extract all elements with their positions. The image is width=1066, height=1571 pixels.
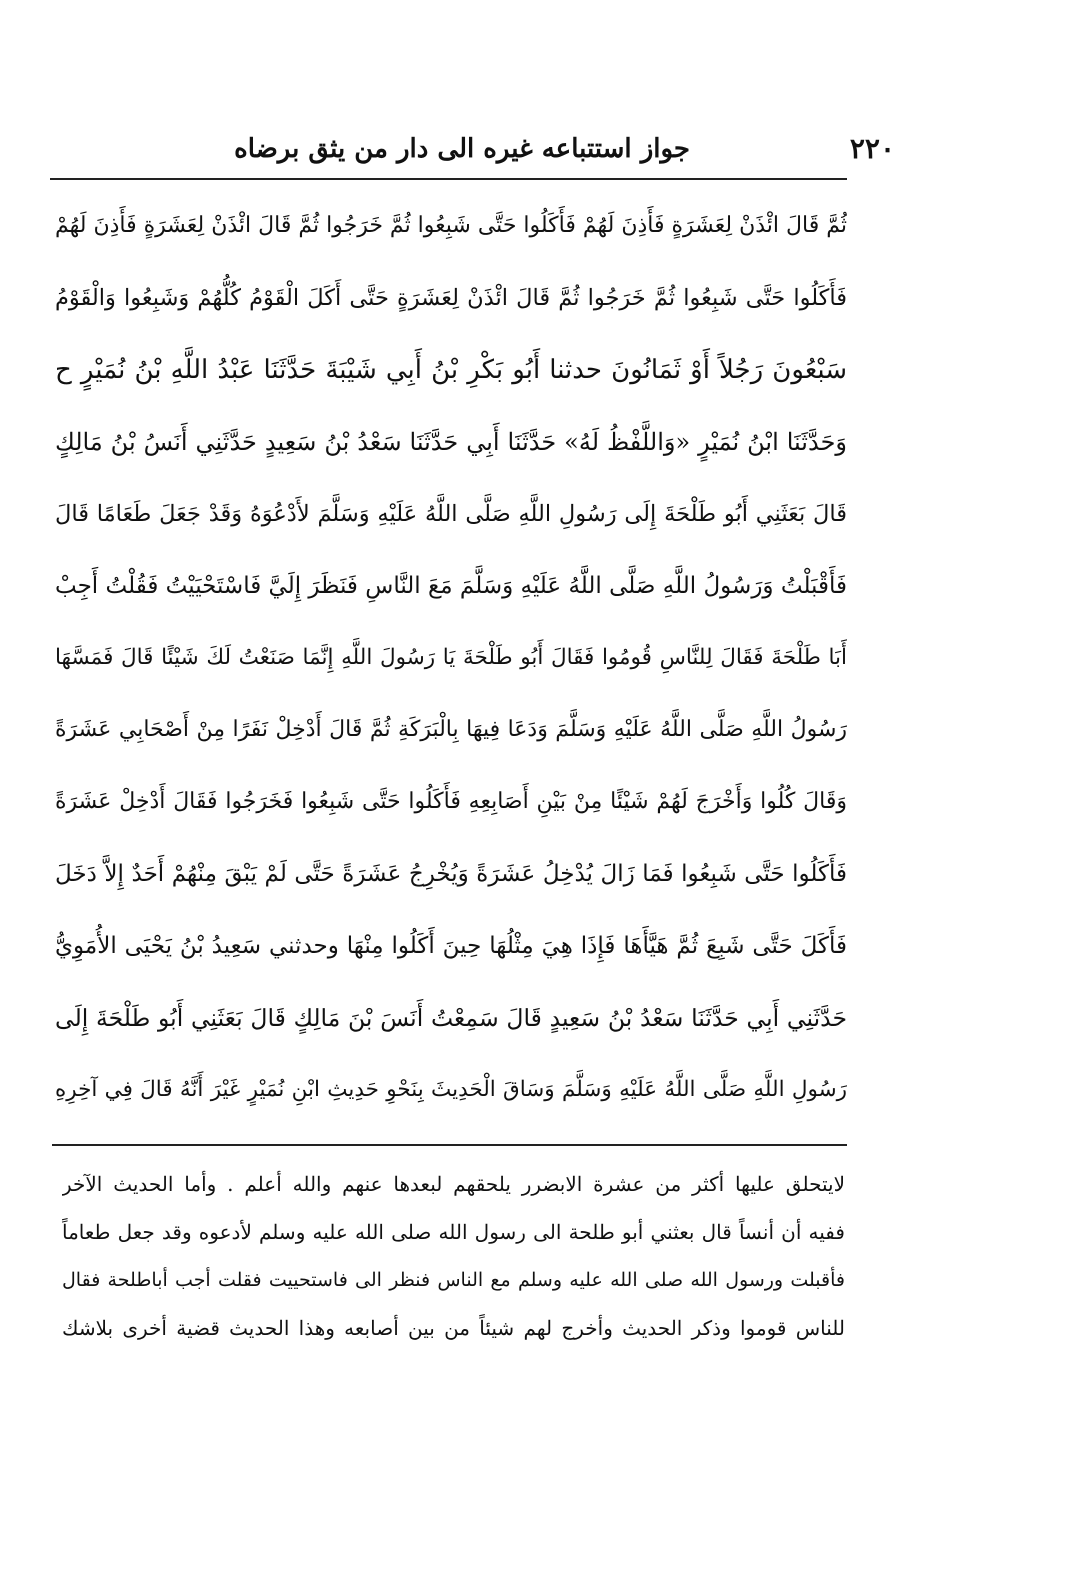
main-line: رَسُولُ اللَّهِ صَلَّى اللَّهُ عَلَيْهِ وَسَلَّمَ وَدَعَا فِيهَا بِالْبَرَكَةِ ثُمَّ قَالَ أَدْخِلْ نَفَرًا مِنْ أَصْحَابِي عَشَرَةً xyxy=(55,717,847,742)
main-line: وَقَالَ كُلُوا وَأَخْرَجَ لَهُمْ شَيْئًا مِنْ بَيْنِ أَصَابِعِهِ فَأَكَلُوا حَتَّى شَبِعُوا فَخَرَجُوا فَقَالَ أَدْخِلْ عَشَرَةً xyxy=(55,789,847,814)
main-line: فَأَكَلُوا حَتَّى شَبِعُوا فَمَا زَالَ يُدْخِلُ عَشَرَةً وَيُخْرِجُ عَشَرَةً حَتَّى لَمْ يَبْقَ مِنْهُمْ أَحَدٌ إِلاَّ دَخَلَ xyxy=(55,861,847,887)
main-line: فَأَكَلَ حَتَّى شَبِعَ ثُمَّ هَيَّأَهَا فَإِذَا هِيَ مِثْلُهَا حِينَ أَكَلُوا مِنْهَا وحدثني سَعِيدُ بْنُ يَحْيَى الأُمَوِيُّ xyxy=(55,933,847,959)
page-header xyxy=(150,128,895,176)
main-text xyxy=(55,190,847,1126)
main-line: سَبْعُونَ رَجُلاً أَوْ ثَمَانُونَ حدثنا أَبُو بَكْرِ بْنُ أَبِي شَيْبَةَ حَدَّثَنَا عَبْدُ اللَّهِ بْنُ نُمَيْرٍ ح xyxy=(55,355,847,385)
main-line: ثُمَّ قَالَ ائْذَنْ لِعَشَرَةٍ فَأَذِنَ لَهُمْ فَأَكَلُوا حَتَّى شَبِعُوا ثُمَّ خَرَجُوا ثُمَّ قَالَ ائْذَنْ لِعَشَرَةٍ فَأَذِنَ لَهُمْ xyxy=(55,213,847,238)
main-line: رَسُولِ اللَّهِ صَلَّى اللَّهُ عَلَيْهِ وَسَلَّمَ وَسَاقَ الْحَدِيثَ بِنَحْوِ حَدِيثِ ابْنِ نُمَيْرٍ غَيْرَ أَنَّهُ قَالَ فِي آخِرِهِ xyxy=(55,1077,847,1102)
footnote-rule xyxy=(64,1144,847,1146)
main-line: قَالَ بَعَثَنِي أَبُو طَلْحَةَ إِلَى رَسُولِ اللَّهِ صَلَّى اللَّهُ عَلَيْهِ وَسَلَّمَ لأَدْعُوَهُ وَقَدْ جَعَلَ طَعَامًا قَالَ xyxy=(55,501,847,527)
footnote-line: ففيه أن أنساً قال بعثني أبو طلحة الى رسول الله صلى الله عليه وسلم لأدعوه وقد جعل طعاماً xyxy=(62,1220,845,1244)
main-line: فَأَقْبَلْتُ وَرَسُولُ اللَّهِ صَلَّى اللَّهُ عَلَيْهِ وَسَلَّمَ مَعَ النَّاسِ فَنَظَرَ إِلَيَّ فَاسْتَحْيَيْتُ فَقُلْتُ أَجِبْ xyxy=(55,573,847,599)
footnote-line: لايتحلق عليها أكثر من عشرة الابضرر يلحقهم لبعدها عنهم والله أعلم . وأما الحديث الآخر xyxy=(62,1172,845,1196)
header-rule xyxy=(50,178,847,180)
main-line: وَحَدَّثَنَا ابْنُ نُمَيْرٍ «وَاللَّفْظُ لَهُ» حَدَّثَنَا أَبِي حَدَّثَنَا سَعْدُ بْنُ سَعِيدٍ حَدَّثَنِي أَنَسُ بْنُ مَالِكٍ xyxy=(55,428,847,456)
page-number: ٢٢٠ xyxy=(849,132,895,165)
main-line: حَدَّثَنِي أَبِي حَدَّثَنَا سَعْدُ بْنُ سَعِيدٍ قَالَ سَمِعْتُ أَنَسَ بْنَ مَالِكٍ قَالَ بَعَثَنِي أَبُو طَلْحَةَ إِلَى xyxy=(55,1004,847,1032)
main-line: أَبَا طَلْحَةَ فَقَالَ لِلنَّاسِ قُومُوا فَقَالَ أَبُو طَلْحَةَ يَا رَسُولَ اللَّهِ إِنَّمَا صَنَعْتُ لَكَ شَيْئًا قَالَ فَمَسَّهَا xyxy=(55,645,847,670)
footnote-line: فأقبلت ورسول الله صلى الله عليه وسلم مع الناس فنظر الى فاستحييت فقلت أجب أباطلحة فقال xyxy=(62,1269,845,1291)
running-title: جواز استتباعه غيره الى دار من يثق برضاه xyxy=(234,134,690,164)
footnote-commentary xyxy=(62,1160,845,1352)
footnote-line: للناس قوموا وذكر الحديث وأخرج لهم شيئاً من بين أصابعه وهذا الحديث قضية أخرى بلاشك xyxy=(62,1316,845,1340)
main-line: فَأَكَلُوا حَتَّى شَبِعُوا ثُمَّ خَرَجُوا ثُمَّ قَالَ ائْذَنْ لِعَشَرَةٍ حَتَّى أَكَلَ الْقَوْمُ كُلُّهُمْ وَشَبِعُوا وَالْقَوْمُ xyxy=(55,285,847,311)
